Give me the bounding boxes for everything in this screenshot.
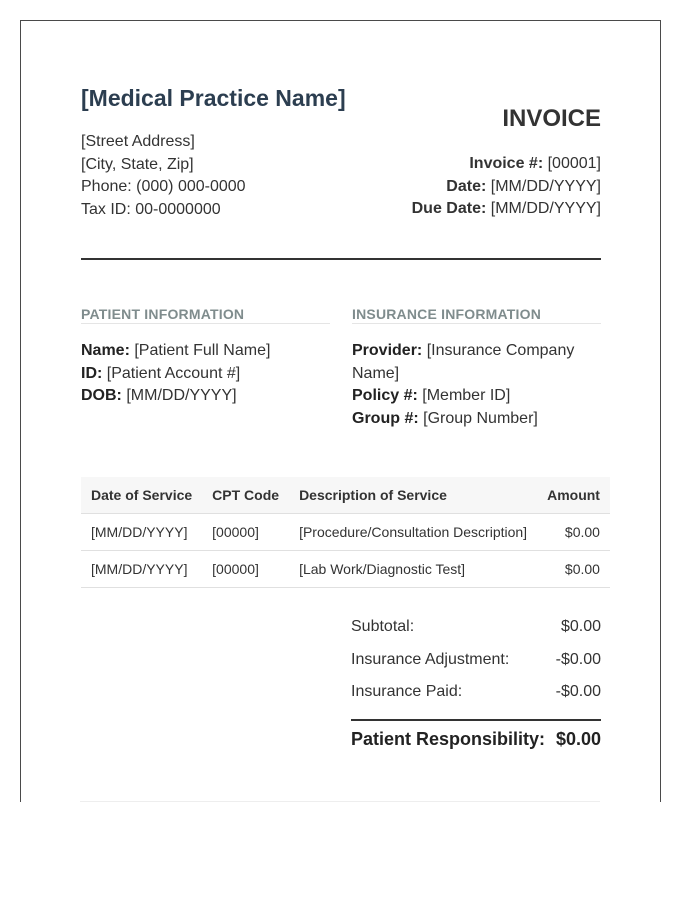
header-divider: [81, 258, 601, 260]
table-row: [81, 514, 610, 551]
service-description: [Lab Work/Diagnostic Test]: [289, 551, 537, 588]
insurance-policy-label: Policy #:: [352, 387, 418, 404]
patient-responsibility-label: Patient Responsibility:: [351, 729, 546, 749]
insurance-adjustment-row: [351, 644, 601, 677]
insurance-policy: [352, 385, 601, 408]
patient-name-value: [Patient Full Name]: [134, 342, 271, 359]
invoice-title: INVOICE: [502, 105, 601, 132]
practice-address: [81, 131, 246, 221]
insurance-provider: [352, 340, 601, 363]
address-city: [City, State, Zip]: [81, 155, 194, 173]
patient-id-label: ID:: [81, 364, 103, 382]
invoice-page: [20, 20, 661, 802]
insurance-info-heading: INSURANCE INFORMATION: [352, 306, 542, 322]
invoice-number-label: Invoice #:: [469, 155, 544, 172]
invoice-due-date: [412, 198, 601, 221]
totals-divider: [351, 719, 601, 721]
col-cpt-code: CPT Code: [202, 477, 289, 514]
footer-divider: [80, 801, 600, 802]
services-table: [81, 477, 610, 588]
patient-dob-label: DOB:: [81, 387, 122, 404]
insurance-adjustment-label: Insurance Adjustment:: [351, 650, 510, 668]
invoice-due-value: [MM/DD/YYYY]: [490, 200, 601, 217]
invoice-date: [412, 176, 601, 199]
insurance-group-value: [Group Number]: [423, 409, 538, 427]
insurance-heading-underline: [352, 323, 601, 324]
patient-id: [81, 363, 330, 386]
patient-info-heading: PATIENT INFORMATION: [81, 306, 245, 322]
practice-name: [Medical Practice Name]: [81, 85, 346, 111]
invoice-date-value: [MM/DD/YYYY]: [490, 177, 601, 195]
insurance-info: [352, 340, 601, 430]
patient-responsibility-row: [351, 727, 601, 753]
insurance-policy-value: [Member ID]: [422, 387, 511, 404]
totals-block: [351, 611, 601, 753]
service-date: [MM/DD/YYYY]: [81, 551, 202, 588]
patient-heading-underline: [81, 323, 330, 324]
patient-info: [81, 340, 330, 408]
patient-dob: [81, 385, 330, 408]
service-description: [Procedure/Consultation Description]: [289, 514, 537, 551]
subtotal-label: Subtotal:: [351, 618, 415, 636]
invoice-number-value: [00001]: [547, 155, 601, 172]
service-cpt: [00000]: [202, 514, 289, 551]
invoice-due-label: Due Date:: [411, 200, 487, 217]
insurance-group-label: Group #:: [352, 409, 419, 427]
address-phone: Phone: (000) 000-0000: [81, 178, 246, 195]
services-header-row: [81, 477, 610, 514]
insurance-adjustment-value: -$0.00: [555, 650, 601, 668]
col-amount: Amount: [537, 477, 610, 514]
insurance-group: [352, 408, 601, 431]
insurance-provider-continued: Name]: [352, 364, 400, 382]
service-cpt: [00000]: [202, 551, 289, 588]
invoice-number: [412, 153, 601, 176]
insurance-paid-value: -$0.00: [555, 683, 601, 701]
insurance-paid-label: Insurance Paid:: [351, 683, 463, 701]
patient-id-value: [Patient Account #]: [106, 364, 241, 382]
service-amount: $0.00: [537, 551, 610, 588]
invoice-meta: [412, 153, 601, 221]
address-tax-id: Tax ID: 00-0000000: [81, 200, 221, 218]
col-date-of-service: Date of Service: [81, 477, 202, 514]
insurance-provider-value-line1: [Insurance Company: [426, 342, 575, 359]
insurance-paid-row: [351, 676, 601, 709]
subtotal-row: [351, 611, 601, 644]
service-amount: $0.00: [537, 514, 610, 551]
invoice-date-label: Date:: [446, 177, 487, 195]
patient-name: [81, 340, 330, 363]
service-date: [MM/DD/YYYY]: [81, 514, 202, 551]
col-description: Description of Service: [289, 477, 537, 514]
insurance-provider-label: Provider:: [352, 342, 423, 359]
address-street: [Street Address]: [81, 133, 195, 150]
patient-dob-value: [MM/DD/YYYY]: [126, 387, 237, 404]
table-row: [81, 551, 610, 588]
subtotal-value: $0.00: [560, 618, 601, 636]
patient-responsibility-value: $0.00: [555, 729, 601, 749]
patient-name-label: Name:: [81, 342, 130, 359]
